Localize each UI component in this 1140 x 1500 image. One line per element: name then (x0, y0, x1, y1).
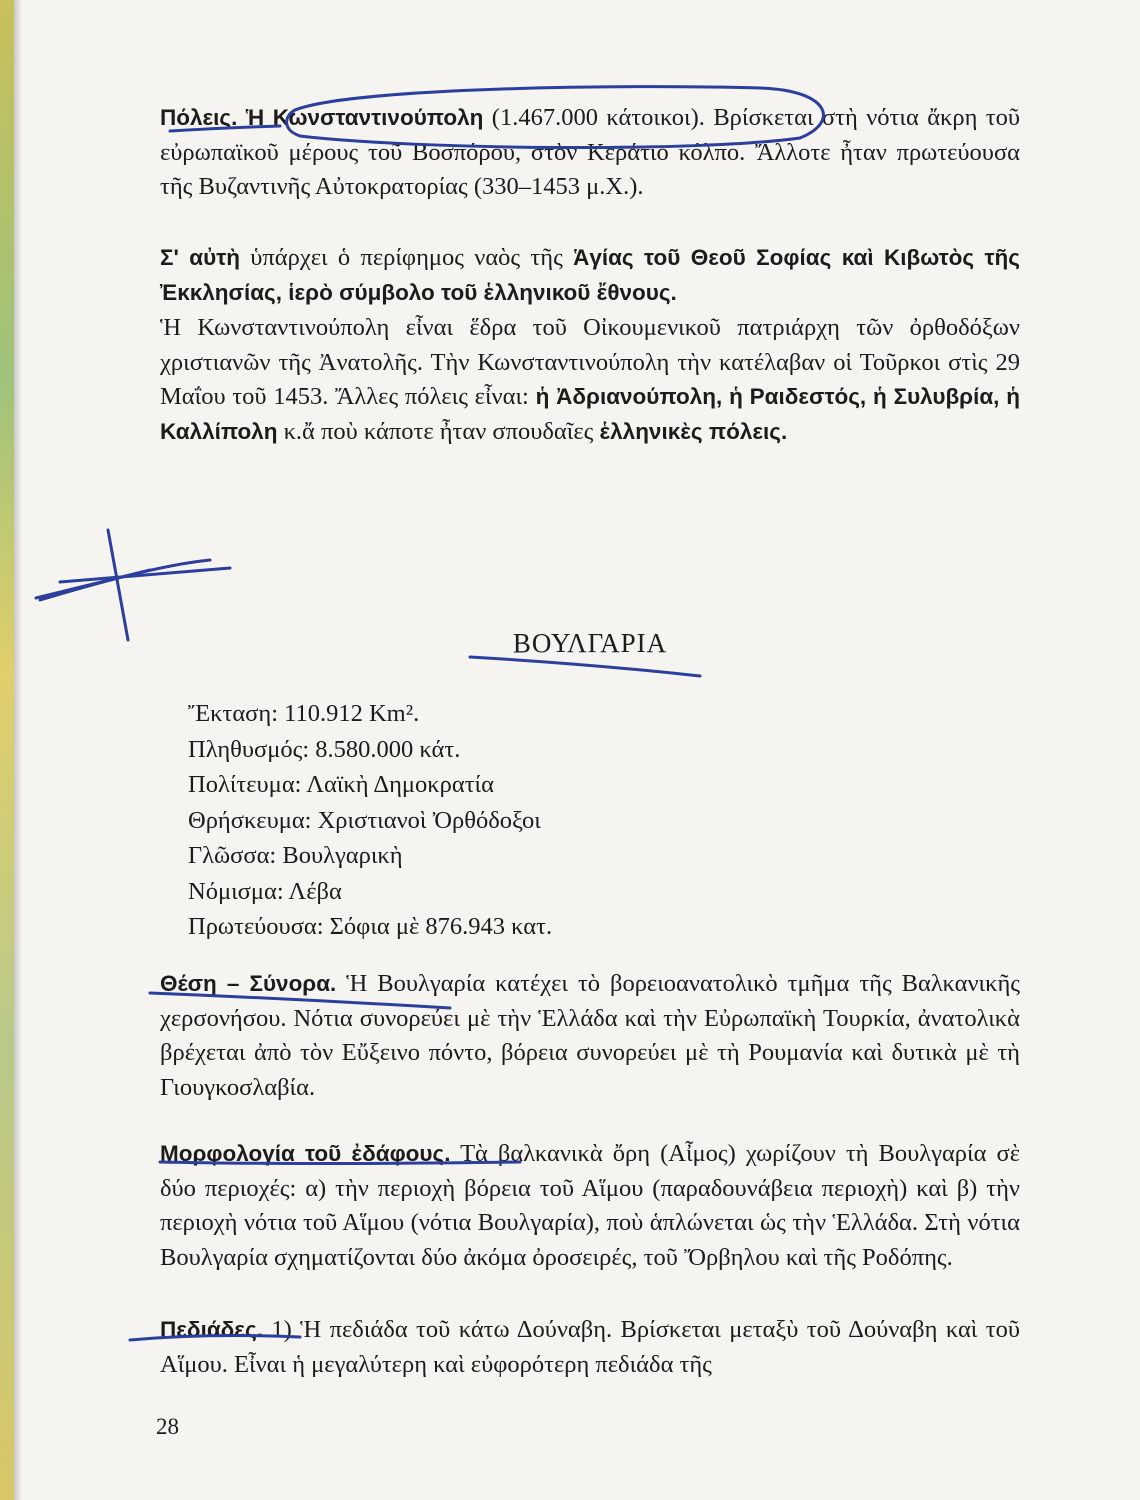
fact-area: Ἔκταση: 110.912 Km². (188, 700, 420, 727)
plains-heading: Πεδιάδες. (160, 1317, 263, 1342)
other-cities-bold: ἡ Ἀδριανούπολη, ἡ Ραιδεστός, ἡ Συλυβρία, ἡ Καλλίπολη (160, 384, 1021, 444)
plains-text: 1) Ἡ πεδιάδα τοῦ κάτω Δούναβη. Βρίσκεται μεταξὺ τοῦ Δούναβη καὶ τοῦ Αἵμου. Εἶναι ἡ μεγαλύτερη καὶ εὐφορότερη πεδιάδα τῆς (160, 1316, 1021, 1378)
morphology-text: Τὰ βαλκανικὰ ὄρη (Αἶμος) χωρίζουν τὴ Βουλγαρία σὲ δύο περιοχές: α) τὴν περιοχὴ βόρεια τοῦ Αἵμου (παραδουνάβεια περιοχὴ) καὶ β) τὴν περιοχὴ νότια τοῦ Αἵμου (νότια Βουλγαρία), ποὺ ἁπλώνεται ὡς τὴν Ἑλλάδα. Στὴ νότια Βουλγαρία σχηματίζονται δύο ἀκόμα ὀροσειρές, τοῦ Ὄρβηλου καὶ τῆς Ροδόπης. (160, 1140, 1021, 1271)
fact-government: Πολίτευμα: Λαϊκὴ Δημοκρατία (188, 771, 494, 798)
star-stroke-3 (40, 560, 210, 600)
borders-paragraph (160, 967, 1020, 1105)
patriarchate-text: Ἡ Κωνσταντινούπολη εἶναι ἕδρα τοῦ Οἰκουμενικοῦ πατριάρχη τῶν ὀρθοδόξων χριστιανῶν τῆς Ἀνατολῆς. Τὴν Κωνσταντινούπολη τὴν κατέλαβαν οἱ Τοῦρκοι στὶς 29 Μαΐου τοῦ 1453. Ἄλλες πόλεις εἶναι: (160, 314, 1020, 410)
cities-heading: Πόλεις. (160, 105, 238, 130)
constantinople-population: (1.467.000 κάτοικοι). (491, 104, 705, 131)
bold-phrase-1: Σ' αὐτὴ (160, 245, 240, 270)
hagia-sophia-paragraph (160, 241, 1020, 310)
fact-population: Πληθυσμός: 8.580.000 κάτ. (188, 735, 461, 763)
fact-capital: Πρωτεύουσα: Σόφια μὲ 876.943 κατ. (188, 913, 553, 940)
other-cities-text: κ.ἄ ποὺ κάποτε ἦταν σπουδαῖες (283, 417, 594, 445)
facts-list (188, 696, 552, 945)
greek-cities-bold: ἑλληνικὲς πόλεις. (599, 418, 788, 444)
morphology-paragraph (160, 1137, 1020, 1275)
fact-religion: Θρήσκευμα: Χριστιανοὶ Ὀρθόδοξοι (188, 806, 541, 834)
star-stroke-1 (108, 530, 128, 640)
country-title: ΒΟΥΛΓΑΡΙΑ (512, 628, 668, 658)
fact-language: Γλῶσσα: Βουλγαρικὴ (188, 842, 403, 869)
hagia-sophia-bold: Ἁγίας τοῦ Θεοῦ Σοφίας καὶ Κιβωτὸς τῆς Ἐκκλησίας, ἱερὸ σύμβολο τοῦ ἑλληνικοῦ ἔθνους. (160, 245, 1021, 305)
cities-paragraph (160, 101, 1020, 205)
title-underline (470, 657, 700, 676)
star-stroke-2 (60, 568, 230, 582)
binding-shadow (14, 0, 22, 1500)
patriarchate-paragraph (160, 311, 1020, 449)
plains-paragraph (160, 1313, 1020, 1382)
constantinople-name: Ἡ Κωνσταντινούπολη (245, 105, 484, 130)
fact-currency: Νόμισμα: Λέβα (188, 877, 342, 905)
morphology-heading: Μορφολογία τοῦ ἐδάφους. (160, 1141, 451, 1166)
page-number: 28 (156, 1414, 179, 1439)
hagia-sophia-intro: ὑπάρχει ὁ περίφημος ναὸς τῆς (250, 244, 563, 271)
star-stroke-4 (36, 570, 150, 598)
map-edge-strip (0, 0, 14, 1500)
constantinople-description: Βρίσκεται στὴ νότια ἄκρη τοῦ εὐρωπαϊκοῦ μέρους τοῦ Βοσπόρου, στὸν Κεράτιο κόλπο. Ἄλλοτε ἦταν πρωτεύουσα τῆς Βυζαντινῆς Αὐτοκρατορίας (330–1453 μ.Χ.). (160, 104, 1021, 200)
borders-text: Ἡ Βουλγαρία κατέχει τὸ βορειοανατολικὸ τμῆμα τῆς Βαλκανικῆς χερσονήσου. Νότια συνορεύει μὲ τὴν Ἑλλάδα καὶ τὴν Εὐρωπαϊκὴ Τουρκία, ἀνατολικὰ βρέχεται ἀπὸ τὸν Εὔξεινο πόντο, βόρεια συνορεύει μὲ τὴ Ρουμανία καὶ δυτικὰ μὲ τὴ Γιουγκοσλαβία. (160, 970, 1020, 1101)
borders-heading: Θέση – Σύνορα. (160, 971, 337, 996)
